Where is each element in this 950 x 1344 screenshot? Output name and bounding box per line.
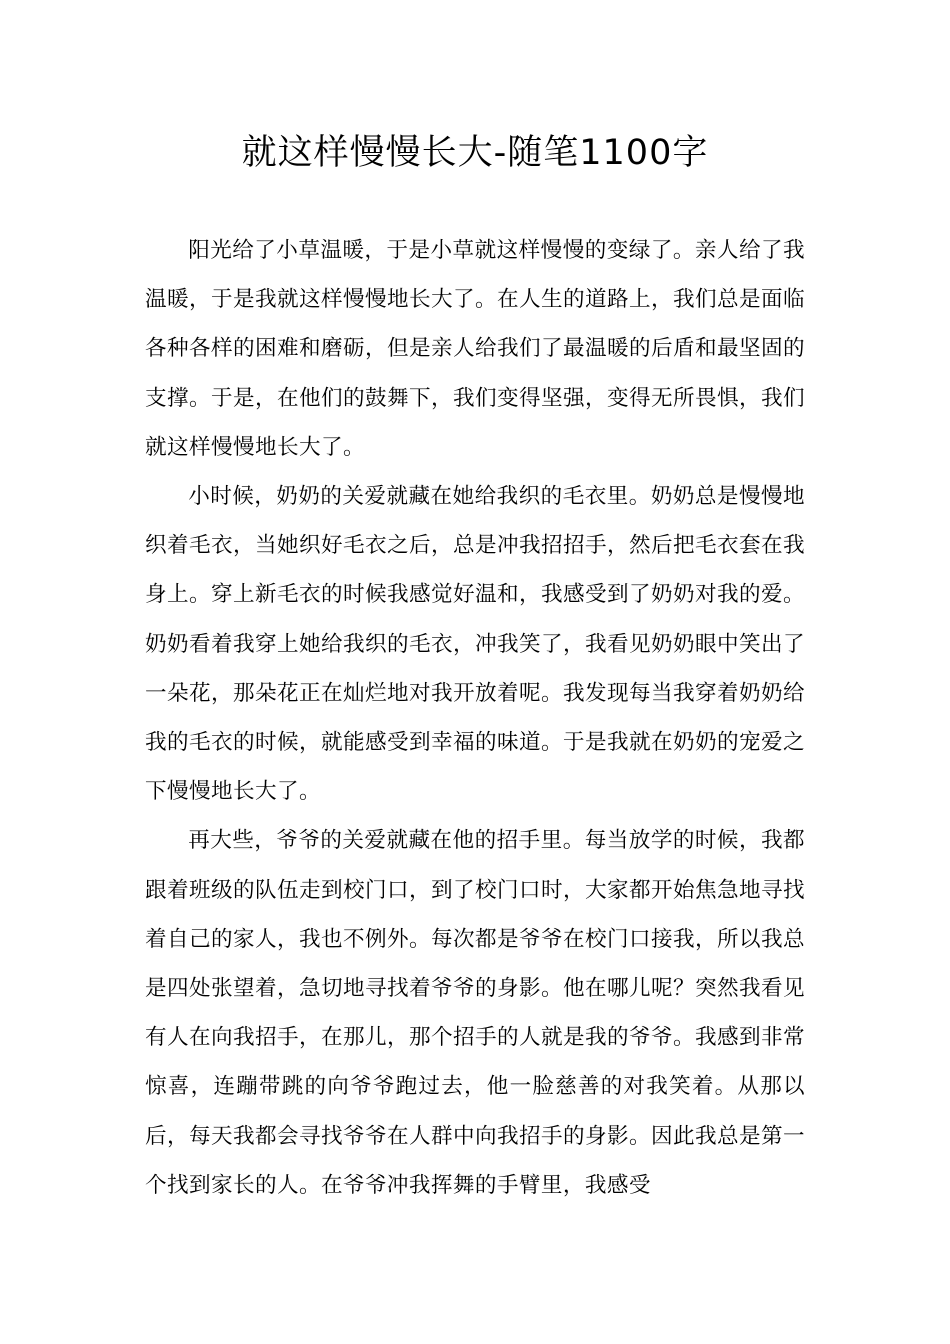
paragraph-1: 阳光给了小草温暖，于是小草就这样慢慢的变绿了。亲人给了我温暖，于是我就这样慢慢地长大了。在人生的道路上，我们总是面临各种各样的困难和磨砺，但是亲人给我们了最温暖的后盾和最坚固的支撑。于是，在他们的鼓舞下，我们变得坚强，变得无所畏惧，我们就这样慢慢地长大了。 — [145, 238, 805, 460]
paragraph-3: 再大些，爷爷的关爱就藏在他的招手里。每当放学的时候，我都跟着班级的队伍走到校门口，到了校门口时，大家都开始焦急地寻找着自己的家人，我也不例外。每次都是爷爷在校门口接我，所以我总是四处张望着，急切地寻找着爷爷的身影。他在哪儿呢？突然我看见有人在向我招手，在那儿，那个招手的人就是我的爷爷。我感到非常惊喜，连蹦带跳的向爷爷跑过去，他一脸慈善的对我笑着。从那以后，每天我都会寻找爷爷在人群中向我招手的身影。因此我总是第一个找到家长的人。在爷爷冲我挥舞的手臂里，我感受 — [145, 828, 805, 1198]
document-body — [145, 226, 805, 1210]
document-title: 就这样慢慢长大-随笔1100字 — [241, 133, 709, 173]
paragraph-2: 小时候，奶奶的关爱就藏在她给我织的毛衣里。奶奶总是慢慢地织着毛衣，当她织好毛衣之后，总是冲我招招手，然后把毛衣套在我身上。穿上新毛衣的时候我感觉好温和，我感受到了奶奶对我的爱。奶奶看着我穿上她给我织的毛衣，冲我笑了，我看见奶奶眼中笑出了一朵花，那朵花正在灿烂地对我开放着呢。我发现每当我穿着奶奶给我的毛衣的时候，就能感受到幸福的味道。于是我就在奶奶的宠爱之下慢慢地长大了。 — [145, 484, 805, 805]
